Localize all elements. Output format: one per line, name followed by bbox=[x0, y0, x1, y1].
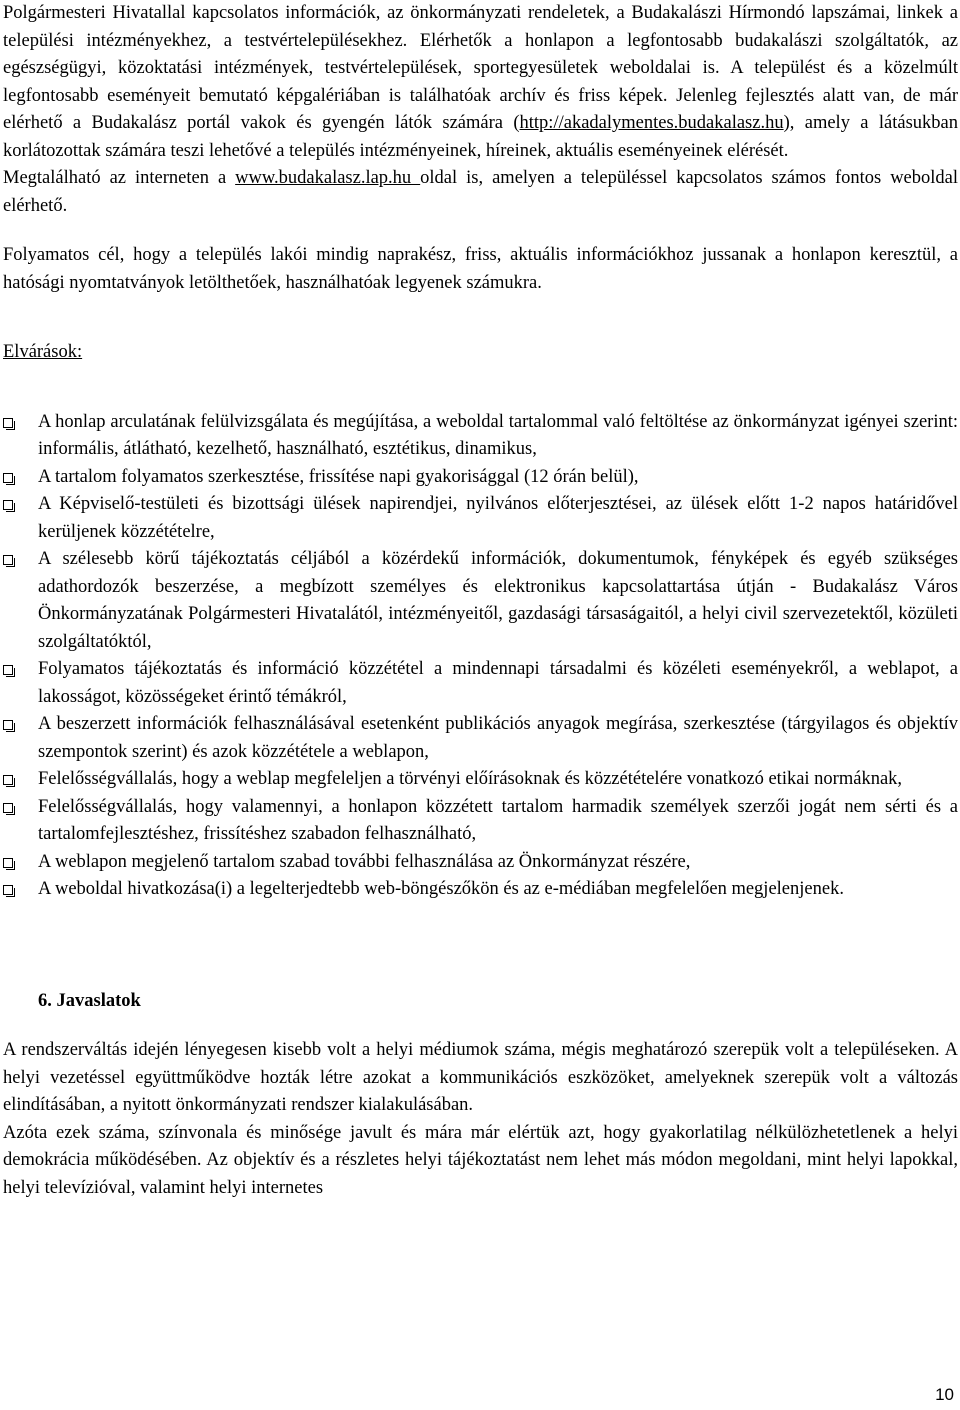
list-item bbox=[3, 546, 958, 656]
list-item-text: Felelősségvállalás, hogy valamennyi, a honlapon közzétett tartalom harmadik személyek szerzői jogát nem sérti és a tartalomfejlesztéshez, frissítéshez szabadon felhasználható, bbox=[38, 796, 958, 844]
document-page bbox=[3, 0, 958, 1202]
expectations-list bbox=[3, 409, 958, 904]
list-item bbox=[3, 849, 958, 877]
spacer bbox=[3, 367, 958, 409]
lap-hu-post: oldal is, amelyen a településsel kapcsolatos számos fontos weboldal elérhető. bbox=[3, 168, 959, 216]
lap-hu-link[interactable]: www.budakalasz.lap.hu bbox=[235, 168, 421, 188]
checkbox-bullet-icon bbox=[3, 500, 13, 510]
checkbox-bullet-icon bbox=[3, 555, 13, 565]
goal-paragraph: Folyamatos cél, hogy a település lakói mindig naprakész, friss, aktuális információkhoz jussanak a honlapon keresztül, a hatósági nyomtatványok letölthetőek, használhatóak legyenek számukra. bbox=[3, 245, 958, 293]
spacer bbox=[3, 297, 958, 339]
list-item bbox=[3, 464, 958, 492]
checkbox-bullet-icon bbox=[3, 665, 13, 675]
section-heading: 6. Javaslatok bbox=[38, 990, 141, 1011]
checkbox-bullet-icon bbox=[3, 803, 13, 813]
list-item-text: Felelősségvállalás, hogy a weblap megfeleljen a törvényi előírásoknak és közzétételére vonatkozó etikai normáknak, bbox=[38, 769, 903, 789]
list-item-text: A szélesebb körű tájékoztatás céljából a közérdekű információk, dokumentumok, fényképek és egyéb szükséges adathordozók beszerzése, a megbízott személyes és elektronikus kapcsolattartása útján - Budakalász Város Önkormányzatának Polgármesteri Hivatalától, intézményeitől, gazdasági társaságaitól, a helyi civil szervezetektől, közületi szolgáltatóktól, bbox=[38, 549, 958, 652]
spacer bbox=[3, 220, 958, 242]
checkbox-bullet-icon bbox=[3, 858, 13, 868]
list-item-text: A honlap arculatának felülvizsgálata és megújítása, a weboldal tartalommal való feltöltése az önkormányzat igényei szerint: informális, átlátható, kezelhető, használható, esztétikus, dinamikus, bbox=[38, 411, 958, 459]
intro-text-part1: Polgármesteri Hivatallal kapcsolatos információk, az önkormányzati rendeletek, a Budakalászi Hírmondó lapszámai, linkek a települési intézményekhez, a testvértelepülésekhez. Elérhetők a honlapon a legfontosabb budakalászi szolgáltatók, az egészségügyi, közoktatási intézmények, testvértelepülések, sportegyesületek weboldalai is. A települést és a közelmúlt legfontosabb eseményeit bemutató képgalériában is találhatóak archív és friss képek. Jelenleg fejlesztés alatt van, de már elérhető a Budakalász portál vakok és gyengén látók számára ( bbox=[3, 3, 958, 133]
accessible-portal-link[interactable]: http://akadalymentes.budakalasz.hu bbox=[519, 113, 784, 133]
intro-paragraph bbox=[3, 0, 958, 165]
expectations-heading: Elvárások: bbox=[3, 342, 83, 362]
list-item bbox=[3, 656, 958, 711]
lap-hu-pre: Megtalálható az interneten a bbox=[3, 168, 236, 188]
checkbox-bullet-icon bbox=[3, 775, 13, 785]
list-item-text: A weblapon megjelenő tartalom szabad további felhasználása az Önkormányzat részére, bbox=[38, 851, 691, 872]
list-item-text: Folyamatos tájékoztatás és információ közzététel a mindennapi társadalmi és közéleti eseményekről, a weblapot, a lakosságot, közösségeket érintő témákról, bbox=[38, 659, 958, 707]
checkbox-bullet-icon bbox=[3, 885, 13, 895]
page-number: 10 bbox=[935, 1385, 954, 1404]
list-item bbox=[3, 876, 958, 904]
checkbox-bullet-icon bbox=[3, 720, 13, 730]
proposals-paragraph-1: A rendszerváltás idején lényegesen kisebb volt a helyi médiumok száma, mégis meghatározó szerepük volt a településeken. A helyi vezetéssel együttműködve hozták létre azokat a kommunikációs eszközöket, amelyeknek szerepük volt a változás elindításában, a nyitott önkormányzati rendszer kialakulásában. bbox=[3, 1040, 958, 1115]
list-item bbox=[3, 711, 958, 766]
list-item-text: A Képviselő-testületi és bizottsági ülések napirendjei, nyilvános előterjesztései, az ülések előtt 1-2 napos határidővel kerüljenek közzétételre, bbox=[38, 494, 958, 542]
checkbox-bullet-icon bbox=[3, 418, 13, 428]
list-item bbox=[3, 491, 958, 546]
checkbox-bullet-icon bbox=[3, 473, 13, 483]
intro-text-part2: ), amely a látásukban korlátozottak számára teszi lehetővé a település intézményeinek, híreinek, aktuális eseményeinek elérését. bbox=[3, 113, 958, 161]
list-item-text: A weboldal hivatkozása(i) a legelterjedtebb web-böngészőkön és az e-médiában megfelelően megjelenjenek. bbox=[38, 879, 844, 899]
list-item bbox=[3, 794, 958, 849]
lap-hu-paragraph bbox=[3, 165, 958, 220]
spacer bbox=[3, 1015, 958, 1037]
list-item bbox=[3, 766, 958, 794]
list-item-text: A tartalom folyamatos szerkesztése, frissítése napi gyakorisággal (12 órán belül), bbox=[38, 466, 639, 487]
proposals-paragraph-2: Azóta ezek száma, színvonala és minősége javult és mára már elértük azt, hogy gyakorlatilag nélkülözhetetlenek a helyi demokrácia működésében. Az objektív és a részletes helyi tájékoztatást nem lehet más módon megoldani, mint helyi lapokkal, helyi televízióval, valamint helyi internetes bbox=[3, 1122, 958, 1198]
list-item-text: A beszerzett információk felhasználásával esetenként publikációs anyagok megírása, szerkesztése (tárgyilagos és objektív szempontok szerint) és azok közzététele a weblapon, bbox=[38, 714, 958, 762]
list-item bbox=[3, 409, 958, 464]
spacer bbox=[3, 904, 958, 988]
